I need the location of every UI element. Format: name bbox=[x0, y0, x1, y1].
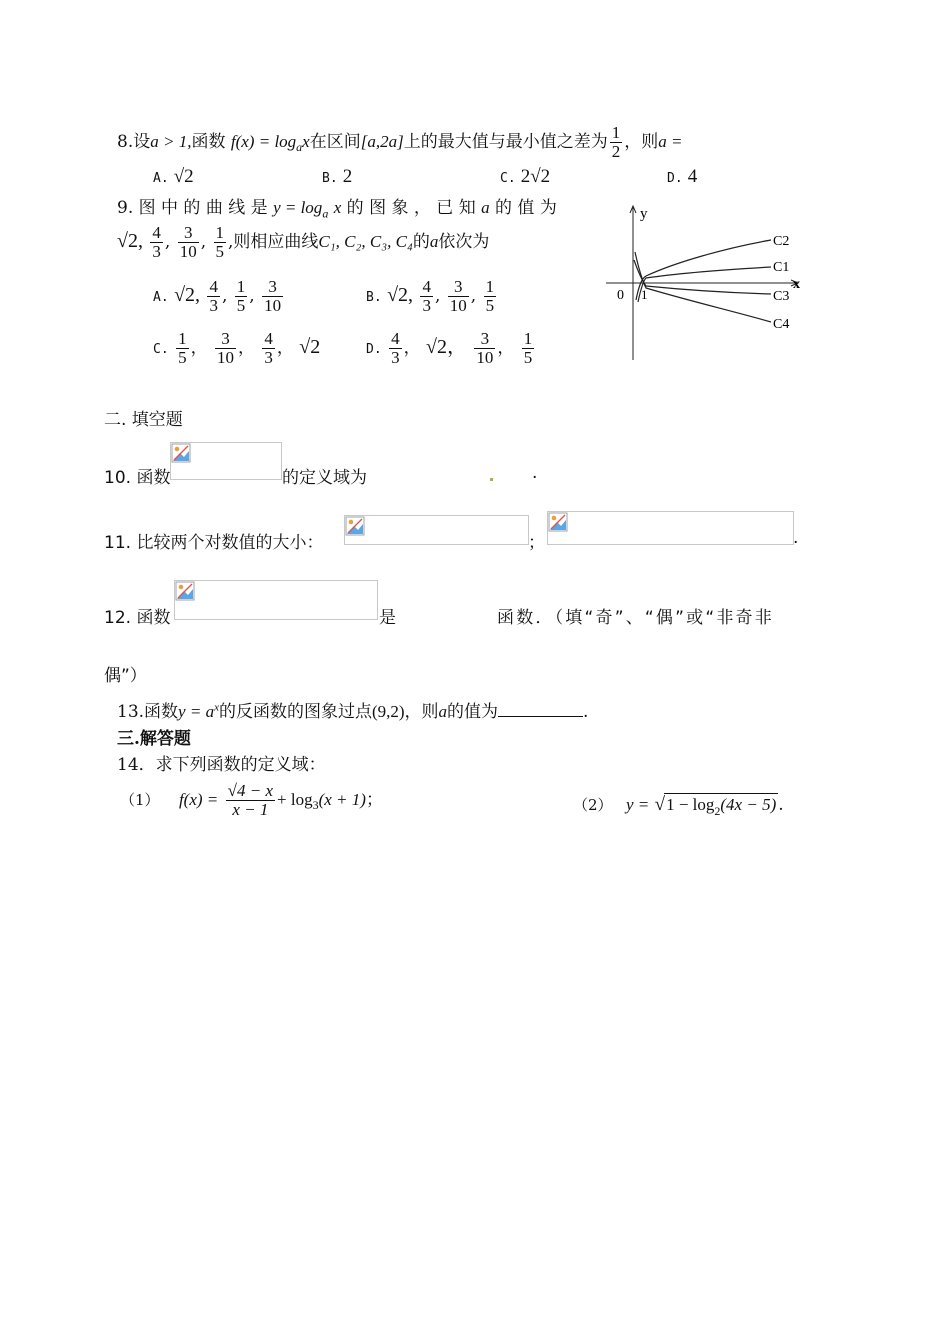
q9-text-c: 的 值 为 bbox=[495, 198, 557, 218]
log-curves-graph bbox=[606, 200, 816, 362]
q9-option-a[interactable]: A. √2, $\frac{4}{3}$ , $\frac{1}{5}$ , $\frac{3}{10}$ bbox=[153, 277, 282, 315]
q8-frac-den: 2 bbox=[611, 141, 621, 161]
q14-p2-radicand: 1 − log bbox=[666, 795, 715, 814]
q10-image-placeholder bbox=[170, 442, 282, 480]
q14-p1-log: + log bbox=[277, 789, 313, 809]
q14-p1-end: ； bbox=[365, 789, 383, 810]
q8-condition: a > 1, bbox=[150, 131, 192, 151]
q9-function: y = log bbox=[273, 198, 323, 217]
q14-p1-function: f(x) = bbox=[178, 789, 219, 809]
q14-p2-log-base: 2 bbox=[714, 803, 721, 818]
q8-var: x bbox=[302, 131, 310, 151]
section-2-title: 二. 填空题 bbox=[104, 410, 183, 430]
q8-mid-text: 在区间 bbox=[309, 131, 361, 152]
q11-image-placeholder-1 bbox=[344, 515, 529, 545]
q8-option-d[interactable] bbox=[667, 166, 697, 188]
q8-option-b-value: 2 bbox=[342, 166, 353, 187]
q13-function: y = a bbox=[178, 702, 215, 721]
q8-option-a-label: A. bbox=[153, 171, 169, 186]
q9-text-a: 9. 图 中 的 曲 线 是 bbox=[117, 198, 268, 218]
q13-mid: 的反函数的图象过点 bbox=[218, 702, 372, 722]
q14-p1-arg: (x + 1) bbox=[318, 789, 366, 809]
q14-p2-arg: (4x − 5) bbox=[720, 795, 777, 814]
q9-option-a-label: A. bbox=[153, 289, 169, 305]
q8-log-base: a bbox=[296, 140, 303, 155]
q14-p1-fraction bbox=[226, 782, 275, 819]
section-3-title: 三.解答题 bbox=[117, 729, 191, 749]
q9-option-d-label: D. bbox=[366, 342, 382, 357]
curve-c3-label: C3 bbox=[773, 289, 790, 304]
q8-option-c-value: 2√2 bbox=[520, 166, 551, 187]
curve-c1-label: C1 bbox=[773, 260, 790, 275]
broken-image-icon bbox=[171, 443, 191, 463]
q14-p2-end: . bbox=[778, 795, 784, 815]
broken-image-icon bbox=[345, 516, 365, 536]
q13-prefix: 13.函数 bbox=[117, 702, 179, 722]
q9-curve-names: C₁, C₂, C₃, C₄ bbox=[318, 231, 413, 251]
q11-image-placeholder-2 bbox=[547, 511, 794, 545]
q12-image-placeholder bbox=[174, 580, 378, 620]
origin-label: 0 bbox=[617, 288, 624, 303]
q9-option-b[interactable]: B. √2, $\frac{4}{3}$ , $\frac{3}{10}$ , $\frac{1}{5}$ bbox=[366, 277, 495, 315]
q13-tail: ，则 bbox=[404, 702, 439, 722]
question-8 bbox=[117, 124, 682, 161]
q14-p1-denominator: x − 1 bbox=[232, 799, 269, 819]
q13-answer-blank[interactable] bbox=[498, 700, 583, 717]
q9-option-d[interactable]: D. $\frac{4}{3}$ ， √2， $\frac{3}{10}$ ， $\frac{1}{5}$ bbox=[366, 329, 533, 367]
q14-p1-label: （1） bbox=[120, 790, 160, 809]
q9-option-b-label: B. bbox=[366, 289, 382, 305]
q8-option-a-value: √2 bbox=[173, 166, 194, 187]
curve-c1 bbox=[638, 267, 771, 302]
q14-part-1 bbox=[120, 782, 383, 819]
q10-end: . bbox=[532, 463, 538, 483]
curve-c2-label: C2 bbox=[773, 234, 790, 249]
broken-image-icon bbox=[175, 581, 195, 601]
q8-option-a[interactable] bbox=[153, 166, 194, 188]
q14-part-2 bbox=[573, 794, 784, 819]
q9-of: 的 bbox=[412, 231, 430, 252]
x-axis-label: x bbox=[793, 277, 800, 292]
q9-end: 依次为 bbox=[438, 231, 490, 252]
q12-post: 函数．（填“奇”、“偶”或“非奇非 bbox=[497, 608, 774, 628]
q8-fraction bbox=[610, 124, 623, 161]
q8-option-c[interactable] bbox=[500, 166, 550, 188]
q8-option-d-label: D. bbox=[667, 171, 683, 186]
q12-line2: 偶”） bbox=[104, 666, 147, 686]
broken-image-icon bbox=[548, 512, 568, 532]
q8-option-d-value: 4 bbox=[687, 166, 698, 187]
q8-interval: [a,2a] bbox=[360, 131, 404, 151]
question-9-line1 bbox=[117, 193, 557, 221]
question-9-line2: √2, $\frac{4}{3}$ , $\frac{3}{10}$ , $\frac{1}{5}$ ,则相应曲线C₁, C₂, C₃, C₄的a依次为 bbox=[117, 223, 490, 261]
q8-option-c-label: C. bbox=[500, 171, 516, 186]
q8-option-b-label: B. bbox=[322, 171, 338, 186]
q8-frac-num: 1 bbox=[611, 123, 621, 142]
q9-log-base: a bbox=[322, 206, 329, 221]
q9-option-c[interactable]: C. $\frac{1}{5}$ ， $\frac{3}{10}$ ， $\frac{4}{3}$ ， √2 bbox=[153, 329, 321, 367]
q12-is: 是 bbox=[379, 608, 396, 628]
q11-prefix: 11. 比较两个对数值的大小： bbox=[104, 533, 324, 553]
q13-dot: . bbox=[583, 702, 589, 722]
q13-point: (9,2) bbox=[371, 702, 405, 721]
q9-option-c-label: C. bbox=[153, 341, 169, 357]
q14-p2-label: （2） bbox=[573, 796, 613, 814]
q10-dot-mark bbox=[490, 478, 493, 481]
q8-func-word: 函数 bbox=[191, 131, 226, 152]
q8-prefix: 8.设 bbox=[117, 131, 151, 152]
q8-tail: 上的最大值与最小值之差为 bbox=[403, 131, 608, 152]
q9-text-b: 的 图 象 ， 已 知 bbox=[346, 198, 476, 218]
question-13 bbox=[117, 697, 588, 722]
q14-p1-numerator: √4 − x bbox=[227, 781, 274, 800]
q8-option-b[interactable] bbox=[322, 166, 352, 188]
q13-end: 的值为 bbox=[447, 702, 499, 722]
q8-function: f(x) = log bbox=[230, 131, 297, 151]
q14-p2-sqrt: $√1 - \log_2(4x - 5)$ bbox=[654, 794, 777, 818]
q13-var: a bbox=[438, 702, 448, 721]
q14-p1-log-base: 3 bbox=[312, 798, 319, 813]
q11-separator: ； bbox=[528, 533, 545, 553]
q8-ask: a = bbox=[658, 131, 683, 151]
q8-end: ，则 bbox=[624, 131, 659, 152]
q9-val-sqrt2: √2, bbox=[117, 229, 143, 252]
y-axis-label: y bbox=[640, 206, 648, 222]
q11-end: . bbox=[793, 528, 799, 548]
q14-p2-function: y = bbox=[625, 795, 650, 814]
q9-text-curves: ,则相应曲线 bbox=[228, 231, 319, 252]
q10-suffix: 的定义域为 bbox=[282, 468, 367, 488]
q12-prefix: 12. 函数 bbox=[104, 608, 171, 628]
q14-prompt: 14．求下列函数的定义域： bbox=[117, 755, 326, 775]
q13-exponent: x bbox=[214, 701, 219, 714]
q9-var: x bbox=[333, 198, 342, 217]
curve-c4-label: C4 bbox=[773, 317, 790, 332]
q9-var2: a bbox=[481, 198, 490, 217]
q10-prefix: 10. 函数 bbox=[104, 468, 171, 488]
one-label: 1 bbox=[641, 287, 648, 302]
